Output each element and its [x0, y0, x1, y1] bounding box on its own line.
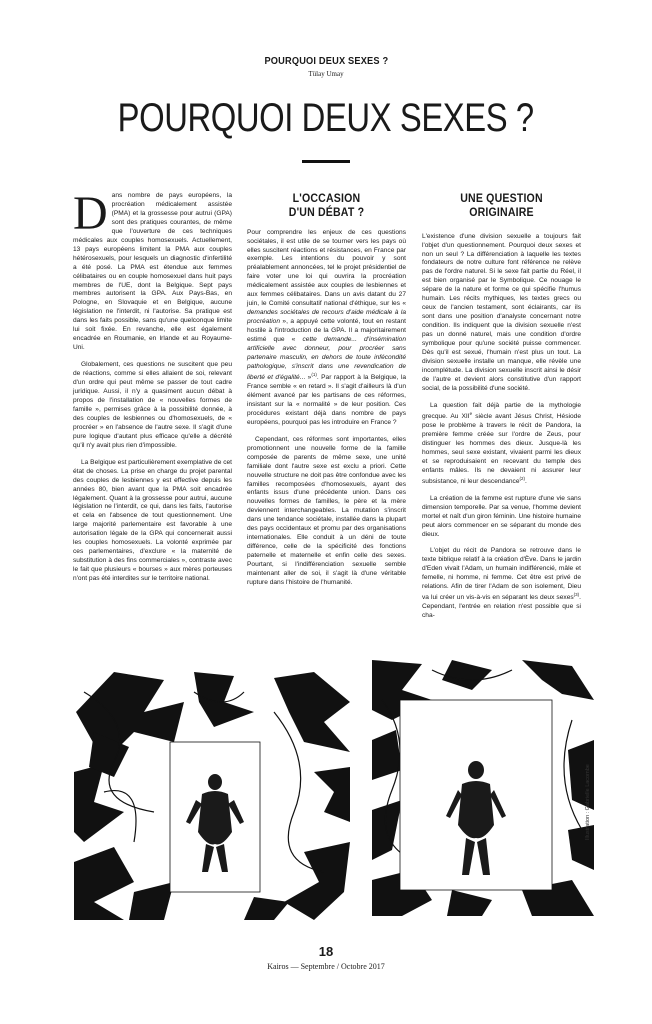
illustration-left: [74, 672, 350, 920]
col2-paragraph-1: Pour comprendre les enjeux de ces questions sociétales, il est utile de se tourner vers les pays où elles suscitent réactions et résistances, en France par exemple. Les intentions du pouvoir y sont préalablement annoncées, tel le projet présidentiel de faire voter une loi qui ouvrira la procréation médicalement assistée aux couples de lesbiennes et aux femmes célibataires. Dans un avis datant du 27 juin, le Comité consultatif national d'éthique, sur les « demandes sociétales de recours d'aide médicale à la procréation », a appuyé cette volonté, tout en restant hostile à l'introduction de la GPA. Il a majoritairement estimé que « cette demande... d'insémination artificielle avec donneur, pour procréer sans partenaire masculin, en dehors de toute infécondité pathologique, s'inscrit dans une revendication de liberté et d'égalité... »$^{(1)}$. Par rapport à la Belgique, la France semble « en retard ». Il s'agit d'ailleurs là d'un élément avancé par les partisans de ces réformes, insistant sur la « normalité » de leur position. Ces procédures existant déjà dans nombre de pays européens, pourquoi pas les introduire en France ?: [247, 228, 407, 426]
drop-cap: D: [73, 187, 108, 240]
title-rule: [302, 160, 350, 163]
column-1: [73, 187, 233, 584]
illustration-right: [372, 660, 594, 916]
section-heading-question: UNE QUESTION ORIGINAIRE: [460, 191, 543, 219]
illustration-credit: Illustration : Gabrielle Lacombe: [585, 764, 591, 840]
author-name: Tülay Umay: [308, 70, 344, 78]
col2-paragraph-2: Cependant, ces réformes sont importantes, elles promotionnent une nouvelle forme de la famille composée de parents de même sexe, une unité familiale dont l'autre sexe est exclu a priori. Cette nouvelle structure ne doit pas être confondue avec les familles recomposées d'homosexuels, ayant des enfants issus d'une précédente union. Dans ces nouvelles formes de familles, le père et la mère deviennent interchangeables. La mutation s'inscrit dans une tendance sociétale, installée dans la plupart des pays occidentaux et promu par des organisations internationales. Elle conduit à un déni de toute différence, celle de la spécificité des fonctions paternelle et maternelle et enfin celle des sexes. Pourtant, si l'indifférenciation sexuelle semble maintenant aller de soi, il s'agit là d'une véritable rupture dans l'histoire de l'humanité.: [247, 435, 406, 586]
running-title: POURQUOI DEUX SEXES ?: [264, 55, 388, 67]
col3-paragraph-1: L'existence d'une division sexuelle a toujours fait l'objet d'un questionnement. Pourquoi deux sexes et non un seul ? La différenciation à laquelle les textes fondateurs de notre culture font référence ne relève pas de l'ordre naturel. Si le sexe fait partie du Réel, il est bien organisé par le Symbolique. Ce nouage le sépare de la nature et forme ce qui spécifie l'humus humain. Les récits mythiques, les textes grecs ou ceux de l'ancien testament, sont éclairants, car ils sont dans une position d'analyste concernant notre condition. Ils indiquent que la division sexuelle n'est pas un donné naturel, mais une condition d'ordre symbolique pour qu'une société puisse commencer. Dès qu'il est sexué, l'humain n'est plus un tout. La division sexuelle installe un manque, elle révèle une incomplétude. La division sexuelle inscrit ainsi le désir de l'autre et devient alors constitutive d'un rapport social, de la possibilité d'une société.: [422, 232, 581, 392]
page-number: 18: [318, 944, 334, 959]
running-head: [0, 51, 652, 78]
col3-paragraph-2: La question fait déjà partie de la mythologie grecque. Au XIIe siècle avant Jésus Christ, Hésiode pose le problème à travers le récit de Pandora, la première femme créée sur l'ordre de Zeus, pour distinguer les hommes des dieux. Jusque-là les hommes, seul sexe existant, vivaient parmi les dieux et se reproduisaient en recevant du temple des enfants mâles. Ils ne devaient ni assurer leur subsistance, ni leur descendance$^{(2)}$.: [422, 401, 581, 485]
col1-paragraph-3: La Belgique est particulièrement exemplative de cet état de choses. La prise en charge du projet parental des couples de lesbiennes y est effective depuis les années 80, bien avant que la PMA soit encadrée légalement. Quant à la grossesse pour autrui, aucune législation ne l'interdit, ce qui, dans les faits, l'autorise et cela en l'absence de tout questionnement. Une large majorité parlementaire est favorable à une autorisation légale de la GPA qui concernerait aussi les couples homosexuels. La volonté exprimée par ces parlementaires, d'exclure « la maternité de substitution à des fins commerciales », contraste avec le fait que plusieurs « bourses » aux mères porteuses n'ont pas été interdites sur le territoire national.: [73, 458, 233, 583]
col3-paragraph-4: L'objet du récit de Pandora se retrouve dans le texte biblique relatif à la création d'Ève. Dans le jardin d'Eden vivait l'Adam, un humain indifférencié, mâle et femelle, ni homme, ni femme. Cet être est privé de relations. Afin de tirer l'Adam de son isolement, Dieu va lui créer un vis-à-vis en séparant les deux sexes$^{(3)}$. Cependant, l'entrée en relation n'est possible que si cha-: [422, 547, 581, 620]
footer: Kairos — Septembre / Octobre 2017: [267, 962, 385, 971]
section-heading-occasion: L'OCCASION D'UN DÉBAT ?: [288, 191, 365, 219]
article-title: POURQUOI DEUX SEXES ?: [117, 96, 535, 140]
col3-paragraph-3: La création de la femme est rupture d'une vie sans dimension temporelle. Par sa venue, l'homme devient mortel et naît d'un giron féminin. Une histoire humaine peut alors commencer en se séparant du monde des dieux.: [422, 494, 581, 538]
col1-paragraph-1: Dans nombre de pays européens, la procréation médicalement assistée (PMA) et la grossesse pour autrui (GPA) sont des pratiques courantes, de même que l'ouverture de ces techniques médicales aux couples homosexuels. Actuellement, 13 pays européens limitent la PMA aux couples hétérosexuels, pour lesquels un diagnostic d'infertilité a été posé. La PMA est étendue aux femmes célibataires ou en couple homosexuel dans huit pays membres de l'UE, dont la Belgique. Sept pays membres autorisent la GPA. Aux Pays-Bas, en Pologne, en Slovaquie et en Belgique, aucune législation ne l'interdit, ni l'autorise. Sa pratique est dans les faits possible, sans qu'une quelconque limite lui soit fixée. En revanche, elle est également encadrée en Roumanie, en Irlande et au Royaume-Uni.: [73, 187, 232, 352]
col1-paragraph-2: Globalement, ces questions ne suscitent que peu de réactions, comme si elles allaient de soi, relevant d'un ordre qui peut même se passer de tout cadre juridique. Aussi, il n'y a quasiment aucun débat à propos de l'installation de « nouvelles formes de famille », permises grâce à la possibilité donnée, à des couples de lesbiennes ou d'homosexuels, de « procréer » en l'absence de l'autre sexe. Il s'agit d'une pure logique d'autant plus efficace qu'elle a décrété qu'il n'y avait plus rien d'impossible.: [73, 361, 232, 449]
column-3: [422, 192, 581, 621]
column-2: [247, 192, 406, 588]
